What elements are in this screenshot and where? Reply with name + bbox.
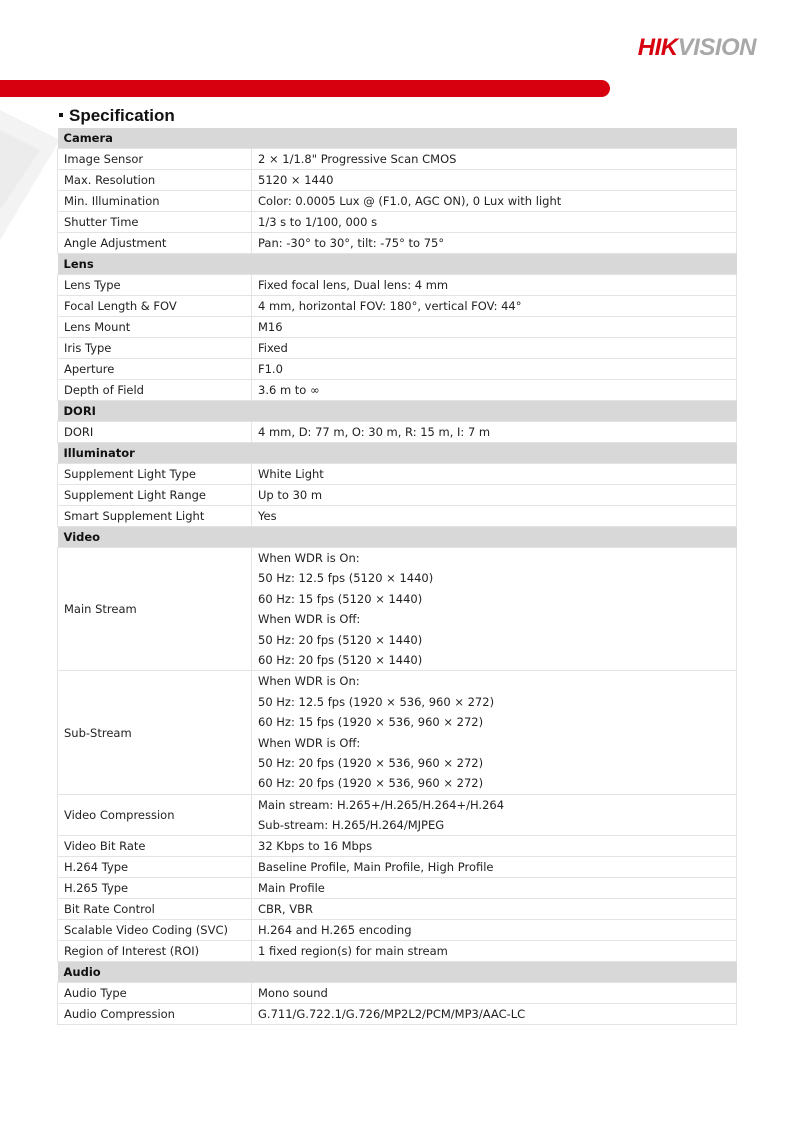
- spec-value: Up to 30 m: [252, 485, 737, 506]
- spec-label: H.264 Type: [58, 857, 252, 878]
- group-header-row: [58, 443, 737, 464]
- spec-value: H.264 and H.265 encoding: [252, 920, 737, 941]
- group-header-row: [58, 401, 737, 422]
- spec-label: Smart Supplement Light: [58, 506, 252, 527]
- spec-value-line: 60 Hz: 20 fps (5120 × 1440): [258, 652, 423, 667]
- table-row: [58, 212, 737, 233]
- table-row: [58, 191, 737, 212]
- spec-label: Supplement Light Type: [58, 464, 252, 485]
- spec-value: Fixed focal lens, Dual lens: 4 mm: [252, 275, 737, 296]
- spec-label: Scalable Video Coding (SVC): [58, 920, 252, 941]
- spec-label: Region of Interest (ROI): [58, 941, 252, 962]
- spec-value: Fixed: [252, 338, 737, 359]
- spec-value-line: When WDR is Off:: [258, 735, 361, 750]
- spec-label: Lens Type: [58, 275, 252, 296]
- group-header: Camera: [58, 128, 737, 149]
- table-row: [58, 464, 737, 485]
- spec-value: G.711/G.722.1/G.726/MP2L2/PCM/MP3/AAC-LC: [252, 1004, 737, 1025]
- spec-value: 2 × 1/1.8" Progressive Scan CMOS: [252, 149, 737, 170]
- group-header: Video: [58, 527, 737, 548]
- spec-label: Sub-Stream: [58, 671, 252, 794]
- table-row: [58, 359, 737, 380]
- spec-label: Audio Type: [58, 983, 252, 1004]
- spec-value: CBR, VBR: [252, 899, 737, 920]
- spec-value: 32 Kbps to 16 Mbps: [252, 836, 737, 857]
- table-row: [58, 857, 737, 878]
- group-header-row: [58, 527, 737, 548]
- spec-value: Pan: -30° to 30°, tilt: -75° to 75°: [252, 233, 737, 254]
- spec-value: [252, 548, 737, 671]
- spec-value-line: When WDR is Off:: [258, 612, 361, 627]
- table-row: [58, 794, 737, 836]
- spec-label: DORI: [58, 422, 252, 443]
- spec-value: [252, 671, 737, 794]
- spec-label: Video Bit Rate: [58, 836, 252, 857]
- spec-label: Shutter Time: [58, 212, 252, 233]
- spec-value: 5120 × 1440: [252, 170, 737, 191]
- table-row: [58, 548, 737, 671]
- spec-value: 1/3 s to 1/100, 000 s: [252, 212, 737, 233]
- spec-value-line: When WDR is On:: [258, 551, 360, 565]
- section-title: Specification: [59, 106, 175, 126]
- spec-label: Video Compression: [58, 794, 252, 836]
- table-row: [58, 920, 737, 941]
- table-row: [58, 941, 737, 962]
- table-row: [58, 296, 737, 317]
- spec-label: Depth of Field: [58, 380, 252, 401]
- spec-value: [252, 794, 737, 836]
- spec-value-line: 60 Hz: 15 fps (1920 × 536, 960 × 272): [258, 715, 484, 730]
- spec-label: Supplement Light Range: [58, 485, 252, 506]
- spec-value-line: 50 Hz: 12.5 fps (1920 × 536, 960 × 272): [258, 694, 495, 709]
- group-header-row: [58, 254, 737, 275]
- table-row: [58, 170, 737, 191]
- group-header-row: [58, 962, 737, 983]
- specification-table: [57, 128, 737, 1025]
- spec-value: Baseline Profile, Main Profile, High Profile: [252, 857, 737, 878]
- table-row: [58, 1004, 737, 1025]
- spec-value: Mono sound: [252, 983, 737, 1004]
- spec-value: White Light: [252, 464, 737, 485]
- table-row: [58, 836, 737, 857]
- spec-label: Iris Type: [58, 338, 252, 359]
- spec-value: 4 mm, D: 77 m, O: 30 m, R: 15 m, I: 7 m: [252, 422, 737, 443]
- spec-value: Color: 0.0005 Lux @ (F1.0, AGC ON), 0 Lux with light: [252, 191, 737, 212]
- group-header: Lens: [58, 254, 737, 275]
- table-row: [58, 983, 737, 1004]
- table-row: [58, 317, 737, 338]
- hikvision-logo: HIKVISION: [637, 34, 756, 61]
- group-header-row: [58, 128, 737, 149]
- spec-value-line: 50 Hz: 20 fps (5120 × 1440): [258, 632, 423, 647]
- spec-value-line: 50 Hz: 20 fps (1920 × 536, 960 × 272): [258, 755, 484, 770]
- table-row: [58, 233, 737, 254]
- group-header: Audio: [58, 962, 737, 983]
- spec-value: 1 fixed region(s) for main stream: [252, 941, 737, 962]
- spec-value-line: 60 Hz: 15 fps (5120 × 1440): [258, 591, 423, 606]
- spec-label: Audio Compression: [58, 1004, 252, 1025]
- spec-value: 3.6 m to ∞: [252, 380, 737, 401]
- table-row: [58, 671, 737, 794]
- spec-value-line: Main stream: H.265+/H.265/H.264+/H.264: [258, 797, 505, 812]
- spec-value-line: 60 Hz: 20 fps (1920 × 536, 960 × 272): [258, 776, 484, 791]
- table-row: [58, 878, 737, 899]
- spec-label: Lens Mount: [58, 317, 252, 338]
- table-row: [58, 380, 737, 401]
- spec-label: Max. Resolution: [58, 170, 252, 191]
- table-row: [58, 899, 737, 920]
- group-header: Illuminator: [58, 443, 737, 464]
- table-row: [58, 338, 737, 359]
- watermark-shape: [0, 100, 60, 250]
- spec-label: H.265 Type: [58, 878, 252, 899]
- spec-value: F1.0: [252, 359, 737, 380]
- spec-label: Angle Adjustment: [58, 233, 252, 254]
- header-red-bar: [0, 80, 610, 97]
- spec-label: Aperture: [58, 359, 252, 380]
- spec-label: Focal Length & FOV: [58, 296, 252, 317]
- table-row: [58, 422, 737, 443]
- spec-value: M16: [252, 317, 737, 338]
- table-row: [58, 506, 737, 527]
- table-row: [58, 275, 737, 296]
- spec-label: Image Sensor: [58, 149, 252, 170]
- spec-value: 4 mm, horizontal FOV: 180°, vertical FOV: 44°: [252, 296, 737, 317]
- bullet-square-icon: [59, 113, 63, 117]
- spec-value-line: When WDR is On:: [258, 674, 360, 689]
- spec-label: Bit Rate Control: [58, 899, 252, 920]
- spec-value-line: Sub-stream: H.265/H.264/MJPEG: [258, 818, 445, 833]
- spec-label: Min. Illumination: [58, 191, 252, 212]
- spec-label: Main Stream: [58, 548, 252, 671]
- spec-value: Main Profile: [252, 878, 737, 899]
- group-header: DORI: [58, 401, 737, 422]
- spec-value: Yes: [252, 506, 737, 527]
- table-row: [58, 149, 737, 170]
- table-row: [58, 485, 737, 506]
- spec-value-line: 50 Hz: 12.5 fps (5120 × 1440): [258, 571, 434, 586]
